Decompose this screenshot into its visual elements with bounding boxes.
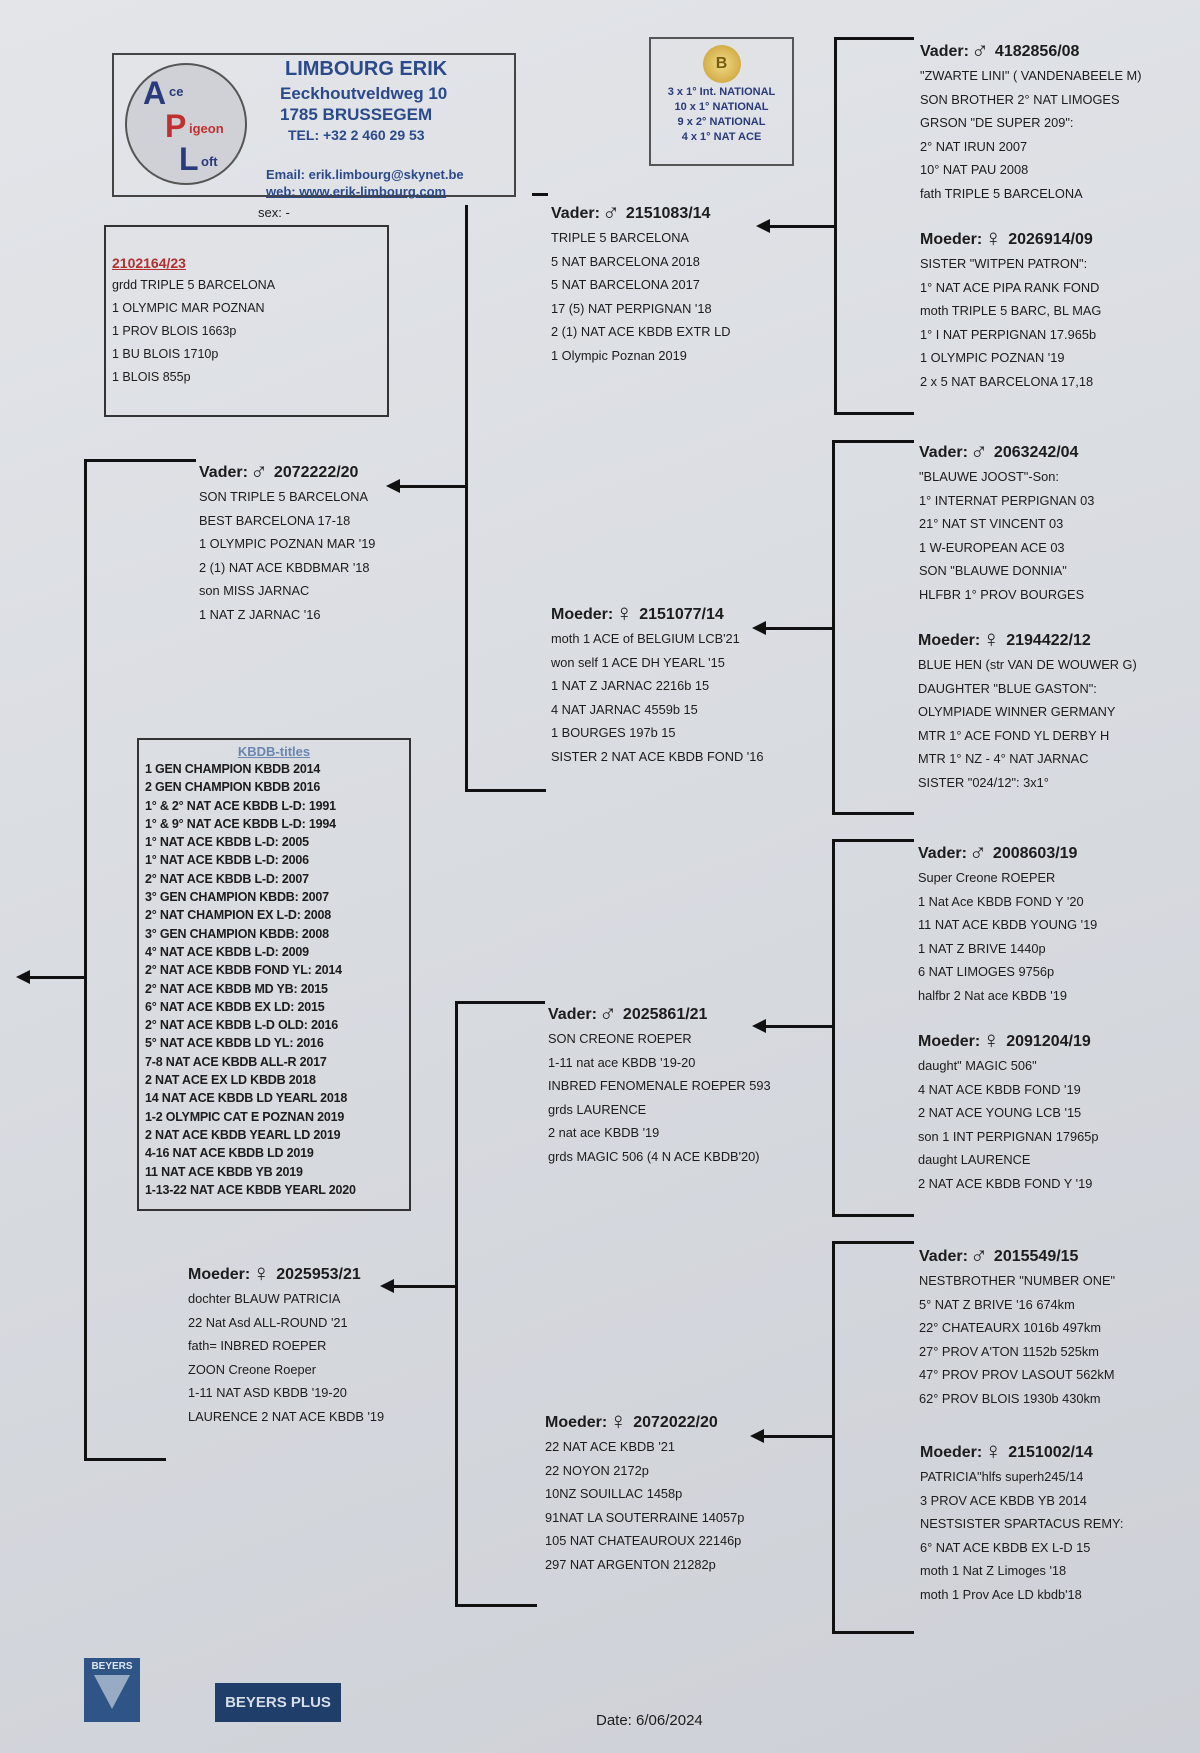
bracket-line (832, 812, 914, 815)
performance-line: 1-11 NAT ASD KBDB '19-20 (188, 1385, 347, 1400)
male-symbol-icon: ♂ (969, 438, 988, 465)
male-symbol-icon: ♂ (968, 839, 987, 866)
performance-line: 1° I NAT PERPIGNAN 17.965b (920, 326, 1097, 342)
ring-number: 2063242/04 (993, 444, 1079, 461)
performance-line: Super Creone ROEPER (918, 870, 1056, 885)
male-symbol-icon: ♂ (970, 37, 989, 64)
breeder-name: LIMBOURG ERIK (285, 58, 448, 80)
performance-line: TRIPLE 5 BARCELONA (551, 230, 689, 245)
female-symbol-icon: ♀ (615, 600, 634, 627)
performance-line: 4 NAT ACE KBDB FOND '19 (918, 1081, 1081, 1097)
kbdb-title-line: 1 GEN CHAMPION KBDB 2014 (145, 762, 321, 776)
entry-heading (545, 1409, 744, 1435)
performance-line: 1° NAT ACE PIPA RANK FOND (920, 279, 1100, 295)
entry-heading (199, 459, 375, 485)
subject-line: 1 BLOIS 855p (112, 370, 191, 384)
kbdb-title-line: 2° NAT CHAMPION EX L-D: 2008 (145, 908, 332, 923)
performance-line: "ZWARTE LINI" ( VANDENABEELE M) (920, 68, 1142, 83)
bracket-line (834, 412, 914, 415)
bracket-line (455, 1001, 545, 1004)
performance-line: 10° NAT PAU 2008 (920, 162, 1029, 177)
parent-label: Moeder: (918, 1033, 981, 1050)
performance-line: fath TRIPLE 5 BARCELONA (920, 185, 1083, 201)
arrow-left-icon (28, 976, 86, 979)
performance-line: DAUGHTER "BLUE GASTON": (918, 680, 1097, 696)
entry-heading (920, 226, 1101, 252)
performance-line: 1 NAT Z JARNAC '16 (199, 606, 321, 622)
trophy-line: 3 x 1° Int. NATIONAL (667, 86, 776, 98)
ring-number: 2026914/09 (1008, 231, 1093, 248)
parent-label: Vader: (551, 205, 600, 222)
city: 1785 BRUSSEGEM (280, 105, 433, 124)
bracket-line (832, 839, 835, 1217)
ring-number: 2194422/12 (1006, 632, 1091, 649)
pedigree-great-grandparent (920, 226, 1101, 393)
entry-heading (919, 439, 1094, 465)
trophy-line: 4 x 1° NAT ACE (681, 131, 762, 143)
performance-line: grds MAGIC 506 (4 N ACE KBDB'20) (548, 1148, 760, 1164)
performance-line: SISTER "024/12": 3x1° (918, 774, 1049, 790)
performance-line: 91NAT LA SOUTERRAINE 14057p (545, 1509, 745, 1525)
performance-line: 4 NAT JARNAC 4559b 15 (551, 701, 698, 717)
performance-line: 2 (1) NAT ACE KBDB EXTR LD (551, 324, 731, 339)
pedigree-great-grandparent (920, 1439, 1123, 1606)
kbdb-title-line: 1-2 OLYMPIC CAT E POZNAN 2019 (145, 1109, 345, 1124)
performance-line: 1-11 nat ace KBDB '19-20 (548, 1054, 696, 1070)
arrow-left-icon (762, 1435, 833, 1438)
performance-line: BEST BARCELONA 17-18 (199, 512, 351, 528)
kbdb-title-line: 4° NAT ACE KBDB L-D: 2009 (145, 944, 309, 959)
performance-line: 2 NAT ACE YOUNG LCB '15 (918, 1105, 1082, 1120)
bracket-line (465, 789, 546, 792)
performance-line: moth 1 ACE of BELGIUM LCB'21 (551, 631, 740, 646)
performance-line: 27° PROV A'TON 1152b 525km (919, 1343, 1099, 1359)
logo-letter: P (165, 108, 187, 144)
performance-line: son MISS JARNAC (199, 583, 310, 598)
pedigree-great-grandparent (918, 627, 1137, 794)
performance-line: NESTSISTER SPARTACUS REMY: (920, 1516, 1124, 1531)
performance-line: son 1 INT PERPIGNAN 17965p (918, 1128, 1099, 1144)
performance-line: SISTER 2 NAT ACE KBDB FOND '16 (551, 748, 764, 764)
male-symbol-icon: ♂ (601, 199, 620, 226)
bracket-line (465, 205, 468, 791)
female-symbol-icon: ♀ (609, 1408, 628, 1435)
bracket-line (455, 1001, 458, 1607)
parent-label: Moeder: (545, 1414, 608, 1431)
performance-line: 1 W-EUROPEAN ACE 03 (919, 539, 1065, 555)
trophy-medal-icon: B (703, 45, 741, 83)
kbdb-title-line: 1° & 2° NAT ACE KBDB L-D: 1991 (145, 798, 336, 813)
performance-line: grds LAURENCE (548, 1101, 647, 1117)
entry-heading (918, 840, 1097, 866)
logo-letter: igeon (189, 121, 224, 136)
web-link[interactable]: web: www.erik-limbourg.com (266, 184, 447, 199)
performance-line: 22 NAT ACE KBDB '21 (545, 1439, 675, 1454)
performance-line: HLFBR 1° PROV BOURGES (919, 586, 1085, 602)
kbdb-title-line: 1° NAT ACE KBDB L-D: 2005 (145, 835, 309, 850)
performance-line: 1 OLYMPIC POZNAN MAR '19 (199, 536, 376, 551)
performance-line: MTR 1° ACE FOND YL DERBY H (918, 727, 1110, 743)
kbdb-title-line: 4-16 NAT ACE KBDB LD 2019 (145, 1146, 314, 1161)
contact-info (266, 166, 464, 200)
performance-line: dochter BLAUW PATRICIA (188, 1291, 341, 1306)
male-symbol-icon: ♂ (969, 1242, 988, 1269)
parent-label: Moeder: (920, 231, 983, 248)
parent-label: Vader: (918, 845, 967, 862)
performance-line: moth 1 Prov Ace LD kbdb'18 (920, 1586, 1082, 1602)
beyers-plus-logo: BEYERS PLUS (215, 1683, 341, 1722)
performance-line: ZOON Creone Roeper (188, 1361, 317, 1377)
breeder-address (280, 83, 447, 125)
performance-line: SON BROTHER 2° NAT LIMOGES (920, 91, 1120, 107)
pedigree-dam-dam (545, 1409, 744, 1576)
ring-number: 2151083/14 (625, 205, 711, 222)
performance-line: BLUE HEN (str VAN DE WOUWER G) (918, 657, 1137, 672)
performance-line: OLYMPIADE WINNER GERMANY (918, 704, 1116, 719)
performance-line: 2 x 5 NAT BARCELONA 17,18 (920, 373, 1094, 389)
female-symbol-icon: ♀ (982, 626, 1001, 653)
pigeon-emblem-icon (94, 1675, 130, 1709)
male-symbol-icon: ♂ (598, 1000, 617, 1027)
kbdb-title-line: 2 NAT ACE EX LD KBDB 2018 (145, 1073, 316, 1088)
pedigree-dam (188, 1261, 384, 1428)
parent-label: Vader: (199, 464, 248, 481)
email-link[interactable]: Email: erik.limbourg@skynet.be (266, 167, 464, 182)
female-symbol-icon: ♀ (252, 1260, 271, 1287)
performance-line: 6° NAT ACE KBDB EX L-D 15 (920, 1539, 1091, 1555)
ring-number: 2151002/14 (1008, 1444, 1093, 1461)
performance-line: 297 NAT ARGENTON 21282p (545, 1556, 716, 1572)
arrow-left-icon (764, 1025, 833, 1028)
logo-letter: A (143, 75, 167, 111)
performance-line: 2 nat ace KBDB '19 (548, 1125, 660, 1140)
performance-line: "BLAUWE JOOST"-Son: (919, 469, 1059, 484)
kbdb-title-line: 1° & 9° NAT ACE KBDB L-D: 1994 (145, 816, 336, 831)
performance-line: 1 NAT Z JARNAC 2216b 15 (551, 678, 710, 693)
parent-label: Moeder: (918, 632, 981, 649)
performance-line: daught" MAGIC 506" (918, 1058, 1037, 1073)
ring-number: 2025861/21 (622, 1006, 708, 1023)
performance-line: 3 PROV ACE KBDB YB 2014 (920, 1492, 1087, 1508)
pedigree-dam-sire (548, 1001, 771, 1168)
beyers-logo (84, 1658, 140, 1722)
ring-number: 2091204/19 (1006, 1033, 1091, 1050)
entry-heading (920, 38, 1141, 64)
performance-line: 62° PROV BLOIS 1930b 430km (919, 1390, 1101, 1406)
performance-line: 2 (1) NAT ACE KBDBMAR '18 (199, 559, 370, 575)
bracket-line (532, 193, 548, 196)
female-symbol-icon: ♀ (984, 225, 1003, 252)
performance-line: SISTER "WITPEN PATRON": (920, 256, 1088, 271)
ring-number: 2008603/19 (992, 845, 1078, 862)
performance-line: moth TRIPLE 5 BARC, BL MAG (920, 303, 1102, 318)
entry-heading (548, 1001, 771, 1027)
pedigree-sire-sire (551, 200, 730, 367)
performance-line: 11 NAT ACE KBDB YOUNG '19 (918, 917, 1098, 932)
performance-line: 21° NAT ST VINCENT 03 (919, 516, 1064, 531)
female-symbol-icon: ♀ (984, 1438, 1003, 1465)
bracket-line (832, 1241, 914, 1244)
performance-line: SON "BLAUWE DONNIA" (919, 563, 1067, 578)
phone: TEL: +32 2 460 29 53 (288, 127, 425, 143)
kbdb-title-line: 2° NAT ACE KBDB MD YB: 2015 (145, 981, 328, 996)
ring-number: 2025953/21 (276, 1266, 361, 1283)
pedigree-great-grandparent (918, 840, 1097, 1007)
kbdb-title-line: 14 NAT ACE KBDB LD YEARL 2018 (145, 1091, 348, 1106)
pedigree-sire (199, 459, 375, 626)
pedigree-great-grandparent (920, 38, 1141, 205)
pedigree-great-grandparent (919, 1243, 1115, 1410)
parent-label: Vader: (548, 1006, 597, 1023)
female-symbol-icon: ♀ (982, 1027, 1001, 1054)
beyers-logo-text: BEYERS (91, 1661, 133, 1672)
logo-letter: ce (169, 84, 184, 99)
performance-line: 1° INTERNAT PERPIGNAN 03 (919, 492, 1095, 508)
performance-line: 10NZ SOUILLAC 1458p (545, 1486, 683, 1501)
subject-line: 1 OLYMPIC MAR POZNAN (112, 301, 265, 315)
kbdb-title-line: 2° NAT ACE KBDB FOND YL: 2014 (145, 963, 342, 978)
performance-line: fath= INBRED ROEPER (188, 1338, 327, 1353)
bracket-line (832, 1631, 914, 1634)
performance-line: 5° NAT Z BRIVE '16 674km (919, 1296, 1075, 1312)
kbdb-title-line: 2° NAT ACE KBDB L-D: 2007 (145, 871, 309, 886)
kbdb-title-line: 2 GEN CHAMPION KBDB 2016 (145, 780, 321, 795)
performance-line: 5 NAT BARCELONA 2018 (551, 253, 700, 269)
performance-line: SON CREONE ROEPER (548, 1031, 692, 1046)
entry-heading (551, 200, 730, 226)
bracket-line (832, 839, 914, 842)
subject-line: grdd TRIPLE 5 BARCELONA (112, 278, 276, 292)
kbdb-title-line: 6° NAT ACE KBDB EX LD: 2015 (145, 999, 325, 1014)
performance-line: 1 BOURGES 197b 15 (551, 725, 676, 740)
trophy-box (649, 37, 794, 166)
performance-line: 6 NAT LIMOGES 9756p (918, 964, 1055, 979)
entry-heading (551, 601, 763, 627)
logo-letter: oft (201, 154, 218, 169)
kbdb-title-line: 1° NAT ACE KBDB L-D: 2006 (145, 853, 309, 868)
parent-label: Moeder: (920, 1444, 983, 1461)
trophy-line: 9 x 2° NATIONAL (677, 116, 766, 128)
bracket-line (834, 37, 914, 40)
performance-line: 17 (5) NAT PERPIGNAN '18 (551, 300, 712, 316)
kbdb-title-line: 2° NAT ACE KBDB L-D OLD: 2016 (145, 1018, 338, 1033)
pedigree-great-grandparent (918, 1028, 1098, 1195)
performance-line: GRSON "DE SUPER 209": (920, 115, 1074, 130)
performance-line: SON TRIPLE 5 BARCELONA (199, 489, 369, 504)
bracket-line (832, 440, 914, 443)
bracket-line (832, 1214, 914, 1217)
performance-line: 47° PROV PROV LASOUT 562kM (919, 1367, 1115, 1382)
subject-ring-number: 2102164/23 (112, 255, 186, 271)
entry-heading (918, 627, 1137, 653)
logo-letter: L (179, 141, 199, 177)
kbdb-title-line: 7-8 NAT ACE KBDB ALL-R 2017 (145, 1054, 327, 1069)
subject-line: 1 PROV BLOIS 1663p (112, 324, 237, 338)
arrow-left-icon (768, 225, 835, 228)
ring-number: 2151077/14 (639, 606, 724, 623)
kbdb-titles-box (137, 738, 411, 1211)
performance-line: 1 OLYMPIC POZNAN '19 (920, 350, 1065, 365)
sex-label: sex: - (258, 205, 290, 220)
entry-heading (919, 1243, 1115, 1269)
performance-line: NESTBROTHER "NUMBER ONE" (919, 1273, 1116, 1288)
performance-line: halfbr 2 Nat ace KBDB '19 (918, 987, 1067, 1003)
entry-heading (188, 1261, 384, 1287)
subject-box (104, 225, 389, 417)
bracket-line (84, 1458, 166, 1461)
performance-line: 22 NOYON 2172p (545, 1462, 649, 1478)
print-date: Date: 6/06/2024 (596, 1712, 703, 1729)
kbdb-title-line: 11 NAT ACE KBDB YB 2019 (145, 1164, 303, 1179)
ring-number: 2072222/20 (273, 464, 359, 481)
performance-line: LAURENCE 2 NAT ACE KBDB '19 (188, 1408, 385, 1424)
performance-line: 105 NAT CHATEAUROUX 22146p (545, 1533, 742, 1548)
performance-line: 1 Olympic Poznan 2019 (551, 347, 687, 363)
arrow-left-icon (764, 627, 833, 630)
pedigree-great-grandparent (919, 439, 1094, 606)
kbdb-title-line: 3° GEN CHAMPION KBDB: 2007 (145, 890, 329, 905)
performance-line: MTR 1° NZ - 4° NAT JARNAC (918, 751, 1089, 766)
bracket-line (455, 1604, 537, 1607)
bracket-line (84, 459, 87, 1461)
performance-line: 5 NAT BARCELONA 2017 (551, 277, 700, 292)
ace-pigeon-loft-logo (125, 63, 247, 185)
performance-line: PATRICIA"hlfs superh245/14 (920, 1469, 1084, 1484)
street: Eeckhoutveldweg 10 (280, 84, 448, 103)
ring-number: 4182856/08 (994, 43, 1080, 60)
performance-line: moth 1 Nat Z Limoges '18 (920, 1563, 1067, 1578)
parent-label: Vader: (920, 43, 969, 60)
performance-line: 2 NAT ACE KBDB FOND Y '19 (918, 1175, 1093, 1191)
trophy-line: 10 x 1° NATIONAL (674, 101, 769, 113)
ring-number: 2015549/15 (993, 1248, 1079, 1265)
arrow-left-icon (398, 485, 466, 488)
parent-label: Vader: (919, 1248, 968, 1265)
performance-line: daught LAURENCE (918, 1152, 1031, 1167)
performance-line: 2° NAT IRUN 2007 (920, 138, 1028, 154)
kbdb-title-line: 5° NAT ACE KBDB LD YL: 2016 (145, 1036, 324, 1051)
kbdb-title-line: 3° GEN CHAMPION KBDB: 2008 (145, 926, 329, 941)
kbdb-title-line: 2 NAT ACE KBDB YEARL LD 2019 (145, 1127, 341, 1142)
pedigree-sire-dam (551, 601, 763, 768)
male-symbol-icon: ♂ (249, 458, 268, 485)
parent-label: Moeder: (551, 606, 614, 623)
entry-heading (918, 1028, 1098, 1054)
performance-line: 1 NAT Z BRIVE 1440p (918, 940, 1046, 956)
subject-line: 1 BU BLOIS 1710p (112, 347, 219, 361)
parent-label: Moeder: (188, 1266, 251, 1283)
kbdb-title: KBDB-titles (237, 744, 311, 759)
arrow-left-icon (392, 1285, 456, 1288)
bracket-line (84, 459, 196, 462)
kbdb-title-line: 1-13-22 NAT ACE KBDB YEARL 2020 (145, 1182, 356, 1197)
ring-number: 2072022/20 (633, 1414, 718, 1431)
performance-line: won self 1 ACE DH YEARL '15 (551, 654, 725, 670)
performance-line: 22 Nat Asd ALL-ROUND '21 (188, 1314, 348, 1330)
parent-label: Vader: (919, 444, 968, 461)
entry-heading (920, 1439, 1123, 1465)
performance-line: INBRED FENOMENALE ROEPER 593 (548, 1078, 771, 1093)
performance-line: 1 Nat Ace KBDB FOND Y '20 (918, 893, 1084, 909)
performance-line: 22° CHATEAURX 1016b 497km (919, 1320, 1101, 1335)
